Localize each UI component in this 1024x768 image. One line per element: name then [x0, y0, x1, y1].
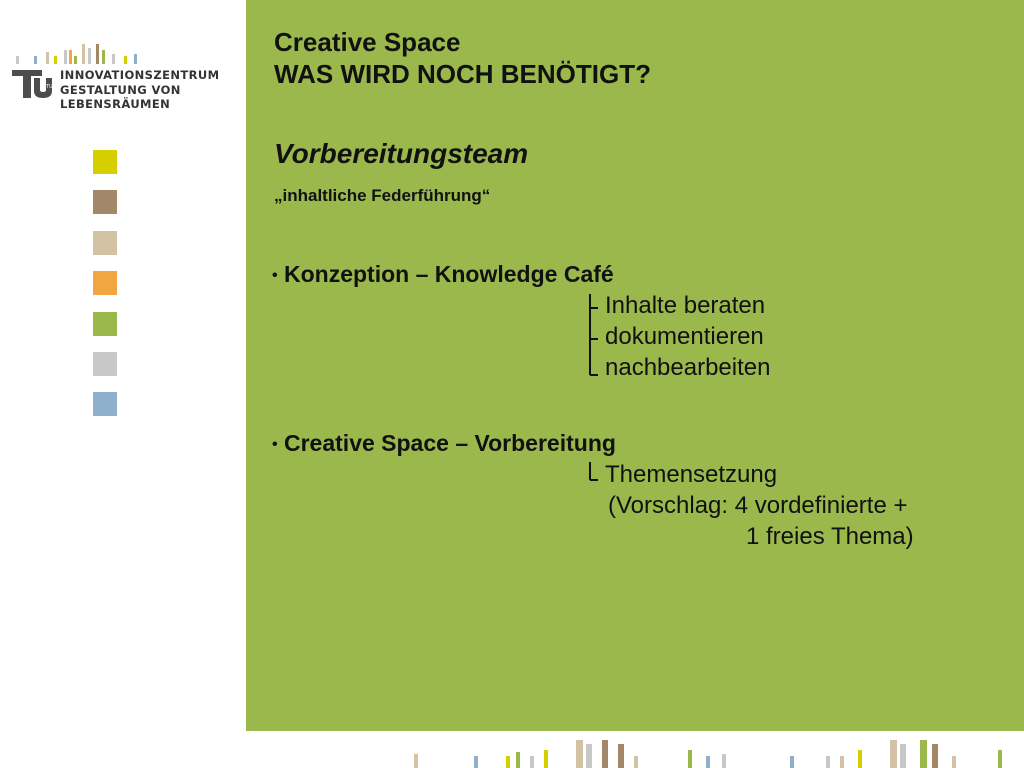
- list-item: 1 freies Thema): [746, 523, 914, 550]
- footer-bars-decoration: [246, 731, 1024, 768]
- slide-content: [246, 0, 1024, 731]
- list-item: dokumentieren: [605, 323, 764, 350]
- list-item: (Vorschlag: 4 vordefinierte +: [608, 492, 908, 519]
- logo-bars-decoration: [12, 44, 242, 64]
- bullet-konzeption: [272, 261, 614, 288]
- tree-branch-icon: [586, 292, 600, 380]
- tree-branch-icon: [586, 460, 600, 484]
- swatch-yellow: [93, 150, 117, 174]
- institution-name-line1: INNOVATIONSZENTRUM: [60, 68, 220, 82]
- swatch-orange: [93, 271, 117, 295]
- slide-subtitle: Vorbereitungsteam: [274, 138, 529, 169]
- swatch-green: [93, 312, 117, 336]
- institution-name-line2: GESTALTUNG VON LEBENSRÄUMEN: [60, 82, 181, 111]
- bullet-marker: •: [272, 435, 278, 453]
- swatch-beige: [93, 231, 117, 255]
- institution-name: [60, 68, 246, 112]
- list-item: Inhalte beraten: [605, 292, 766, 319]
- slide-quote: „inhaltliche Federführung“: [274, 186, 491, 205]
- swatch-grey: [93, 352, 117, 376]
- slide-title-line1: Creative Space: [274, 27, 461, 57]
- swatch-blue: [93, 392, 117, 416]
- color-swatches: [93, 150, 117, 433]
- bullet-creative-space: [272, 430, 616, 457]
- tu-logo-icon: [12, 68, 54, 98]
- list-item: nachbearbeiten: [605, 354, 771, 381]
- sidebar: [0, 0, 246, 768]
- bullet-marker: •: [272, 266, 278, 284]
- list-item: Themensetzung: [605, 461, 778, 488]
- bullet-heading: Konzeption – Knowledge Café: [284, 261, 614, 287]
- tu-logo-mark: TU: [46, 84, 53, 90]
- bullet-heading: Creative Space – Vorbereitung: [284, 430, 616, 456]
- slide-title-line2: WAS WIRD NOCH BENÖTIGT?: [274, 59, 651, 89]
- slide-title: [274, 26, 651, 90]
- swatch-brown: [93, 190, 117, 214]
